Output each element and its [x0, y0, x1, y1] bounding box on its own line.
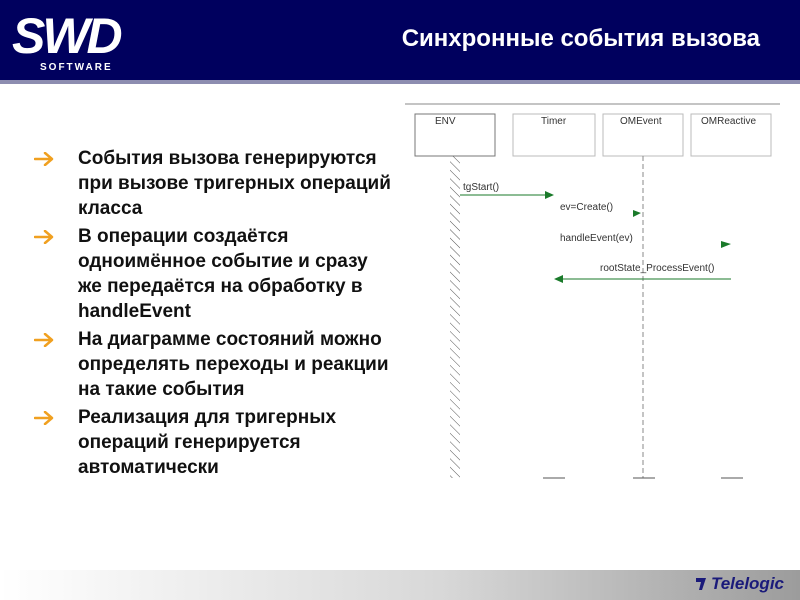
message-arrowhead-tgstart — [545, 191, 554, 199]
logo-main-text: SWD — [12, 8, 120, 64]
message-arrowhead-create — [633, 210, 641, 217]
footer-brand-text: Telelogic — [710, 574, 784, 593]
footer-bar — [0, 570, 800, 600]
lifeline-label-omevent: OMEvent — [620, 116, 662, 127]
swd-logo — [10, 8, 140, 74]
page-title: Синхронные события вызова — [401, 25, 760, 52]
message-label-handleevent: handleEvent(ev) — [560, 233, 633, 244]
message-arrowhead-processevent — [554, 275, 563, 283]
telelogic-logo — [695, 573, 784, 595]
telelogic-mark-icon — [695, 576, 707, 592]
right-arrow-icon — [34, 411, 56, 425]
header-divider — [0, 80, 800, 84]
bullet-text: События вызова генерируются при вызове тригерных операций класса — [78, 148, 391, 219]
env-hatched-lifeline — [450, 156, 460, 478]
bullet-text: На диаграмме состояний можно определять переходы и реакции на такие события — [78, 329, 389, 400]
bullet-item — [34, 405, 394, 480]
bullet-item — [34, 224, 394, 324]
lifeline-label-omreactive: OMReactive — [701, 116, 757, 127]
message-label-processevent: rootState_ProcessEvent() — [600, 263, 715, 274]
bullet-text: В операции создаётся одноимённое событие и сразу же передаётся на обработку в handleEvent — [78, 226, 368, 322]
logo-sub-text: SOFTWARE — [40, 62, 113, 73]
right-arrow-icon — [34, 333, 56, 347]
bullet-text: Реализация для тригерных операций генерируется автоматически — [78, 407, 337, 478]
bullet-item — [34, 146, 394, 221]
message-arrowhead-handleevent — [721, 241, 731, 248]
header-bar — [0, 0, 800, 80]
sequence-diagram — [405, 100, 785, 485]
bullet-list — [34, 146, 394, 483]
message-label-create: ev=Create() — [560, 202, 614, 213]
message-label-tgstart: tgStart() — [463, 182, 500, 193]
right-arrow-icon — [34, 230, 56, 244]
lifeline-label-env: ENV — [435, 116, 456, 127]
bullet-item — [34, 327, 394, 402]
right-arrow-icon — [34, 152, 56, 166]
lifeline-label-timer: Timer — [541, 116, 567, 127]
